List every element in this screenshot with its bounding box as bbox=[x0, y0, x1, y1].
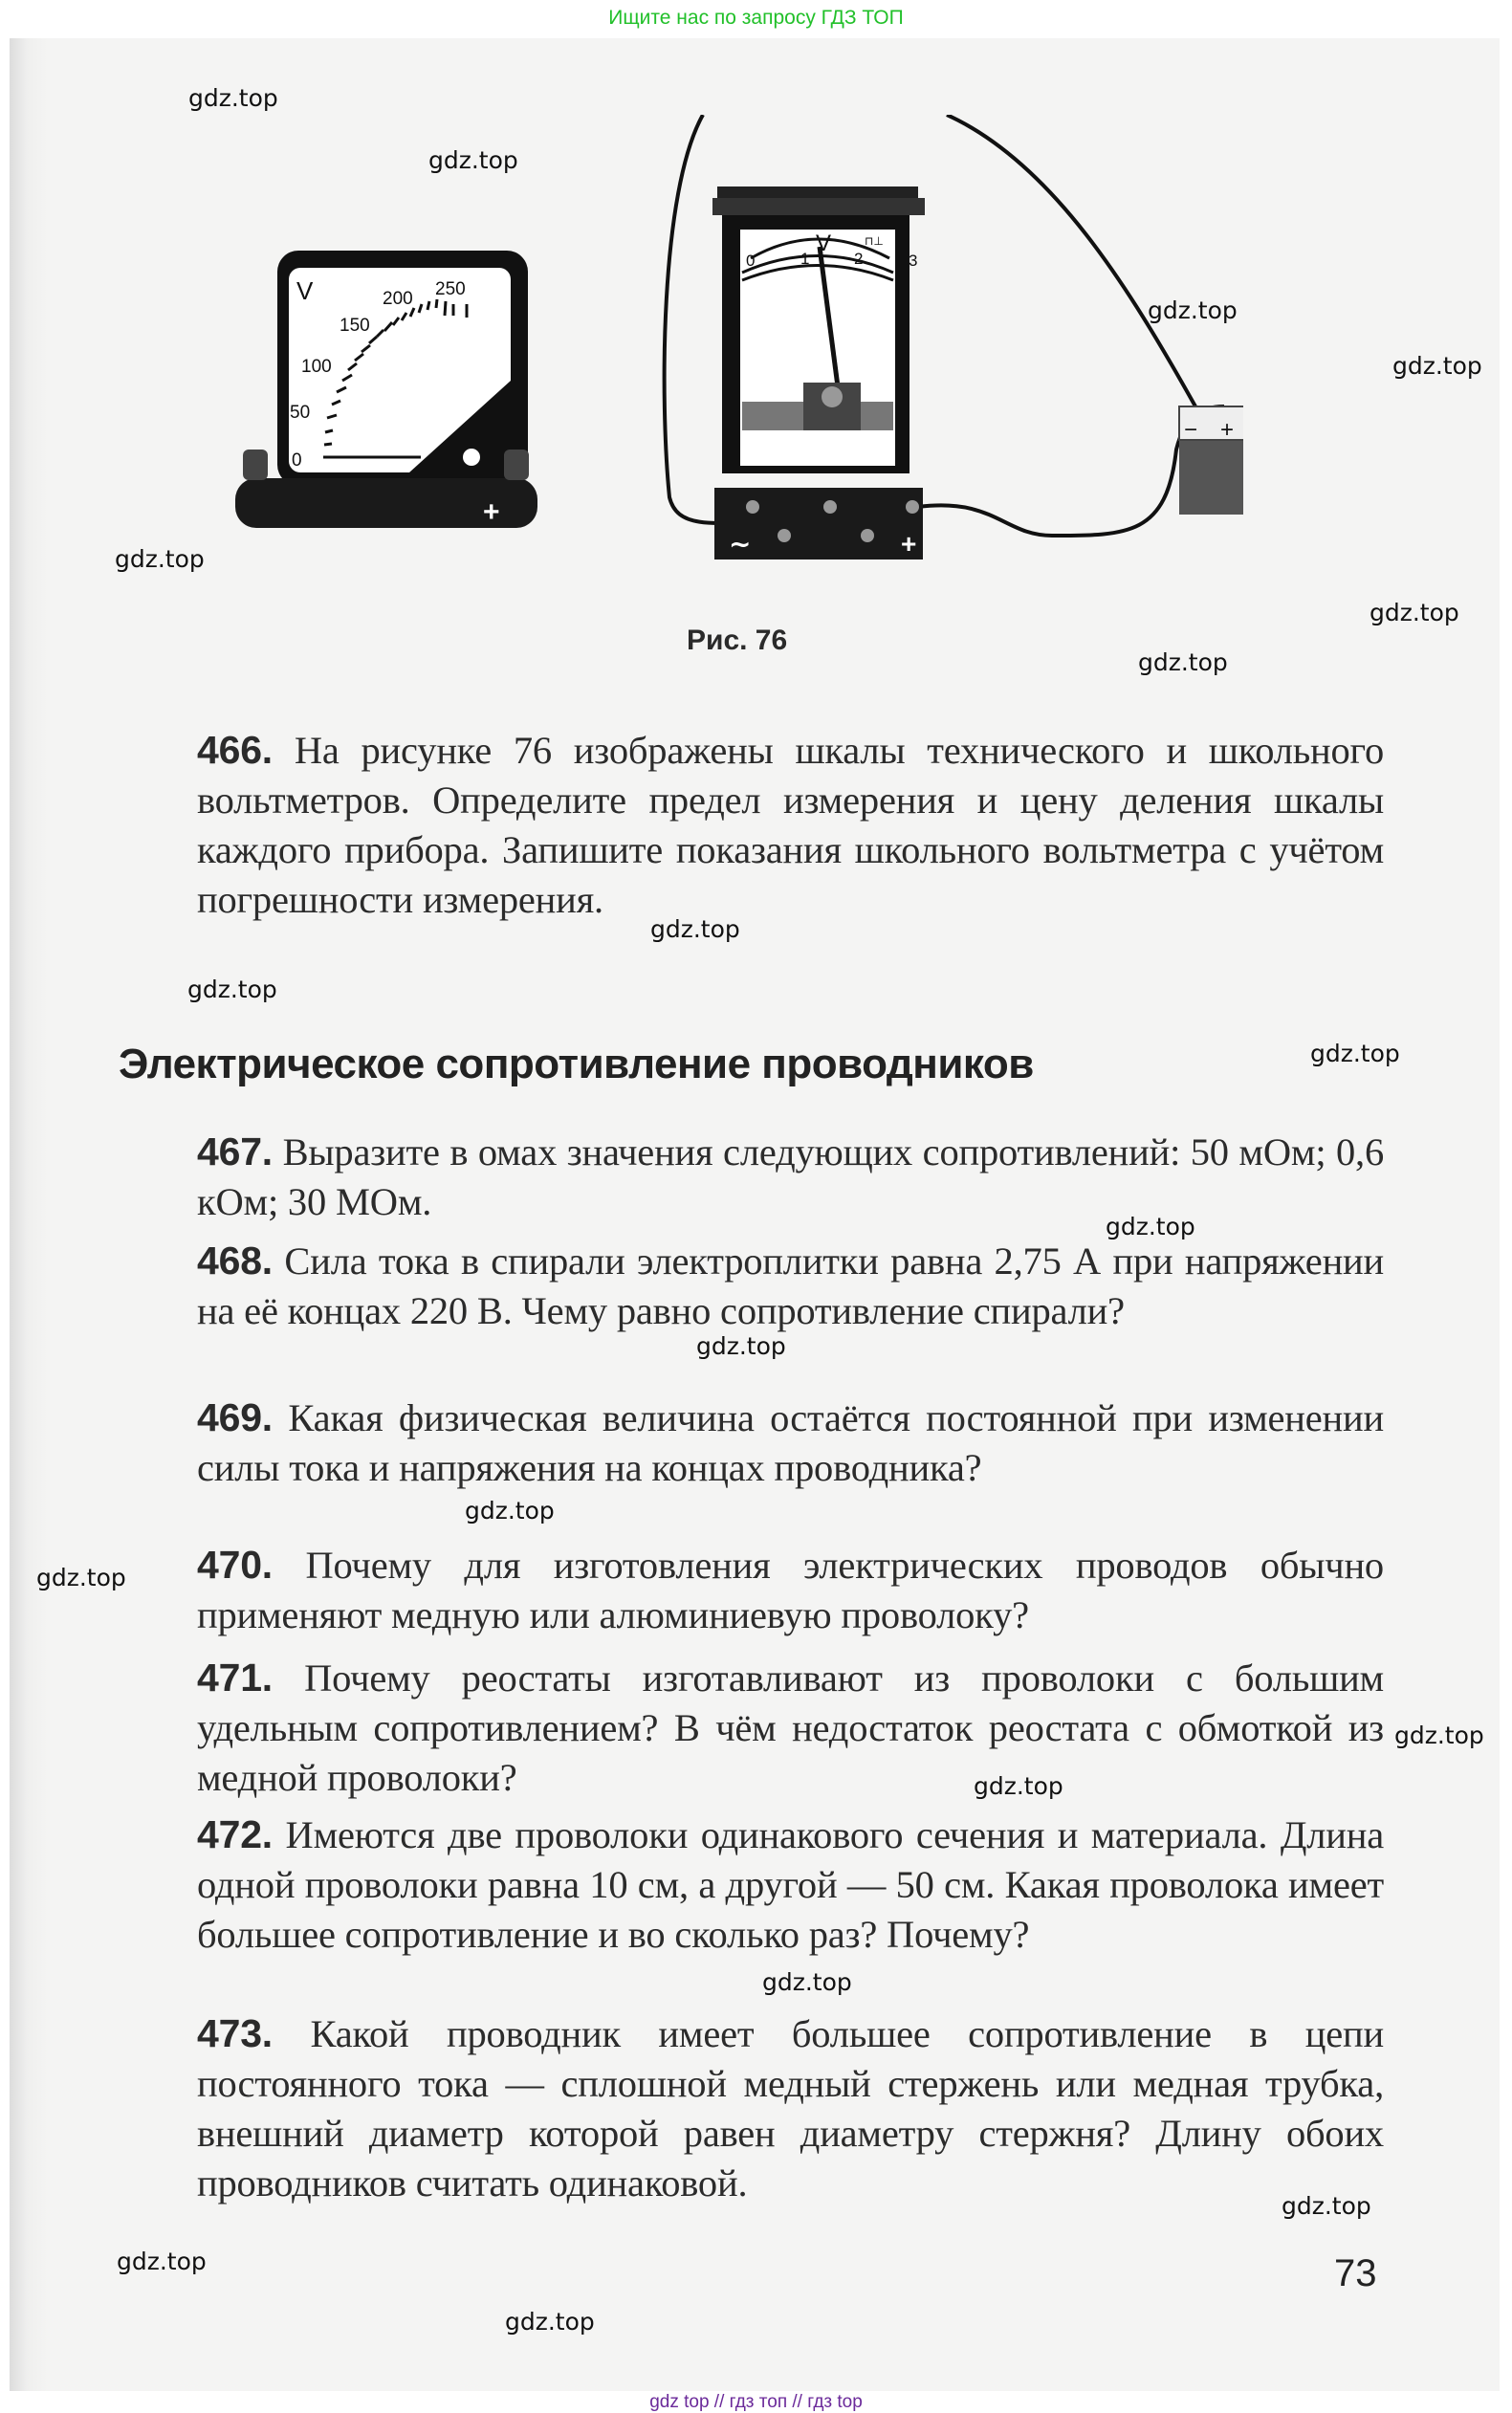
figure-76-voltmeters bbox=[191, 115, 1243, 612]
page-number: 73 bbox=[1334, 2252, 1377, 2294]
problem-473: 473. Какой проводник имеет большее сопротивление в цепи постоянного тока — сплошной медный стержень или медная трубка, внешний диаметр которой равен диаметру стержня? Длину обоих проводников считать одинаковой. bbox=[197, 2011, 1384, 2205]
svg-text:1: 1 bbox=[800, 250, 810, 268]
section-title: Электрическое сопротивление проводников bbox=[119, 1041, 1034, 1087]
watermark: gdz.top bbox=[1310, 1040, 1400, 1067]
watermark: gdz.top bbox=[696, 1332, 786, 1360]
watermark: gdz.top bbox=[117, 2248, 207, 2275]
watermark: gdz.top bbox=[187, 976, 277, 1003]
watermark: gdz.top bbox=[465, 1497, 555, 1525]
svg-text:+: + bbox=[1220, 417, 1235, 443]
watermark: gdz.top bbox=[1148, 296, 1238, 324]
watermark: gdz.top bbox=[1106, 1213, 1195, 1240]
svg-text:−: − bbox=[1184, 417, 1198, 443]
problem-467: 467. Выразите в омах значения следующих сопротивлений: 50 мОм; 0,6 кОм; 30 МОм. bbox=[197, 1130, 1384, 1223]
watermark: gdz.top bbox=[505, 2308, 595, 2336]
problem-468: 468. Сила тока в спирали электроплитки равна 2,75 А при напряжении на её концах 220 В. Чему равно сопротивление спирали? bbox=[197, 1239, 1384, 1332]
watermark: gdz.top bbox=[974, 1772, 1063, 1800]
svg-text:250: 250 bbox=[435, 279, 466, 299]
svg-text:200: 200 bbox=[383, 289, 413, 309]
watermark: gdz.top bbox=[650, 915, 740, 943]
watermark: gdz.top bbox=[36, 1564, 126, 1591]
watermark: gdz.top bbox=[1138, 648, 1228, 676]
watermark: gdz.top bbox=[115, 545, 205, 573]
svg-text:150: 150 bbox=[340, 316, 370, 336]
figure-caption: Рис. 76 bbox=[687, 625, 788, 656]
school-voltmeter bbox=[712, 186, 925, 559]
svg-text:2: 2 bbox=[854, 250, 864, 268]
watermark: gdz.top bbox=[1392, 352, 1482, 380]
problem-470: 470. Почему для изготовления электрических проводов обычно применяют медную или алюминиевую проволоку? bbox=[197, 1543, 1384, 1636]
problem-number: 466. bbox=[197, 728, 273, 772]
technical-voltmeter bbox=[235, 251, 537, 528]
watermark: gdz.top bbox=[1282, 2192, 1371, 2220]
svg-text:~: ~ bbox=[729, 528, 752, 559]
svg-text:0: 0 bbox=[292, 450, 302, 471]
problem-469: 469. Какая физическая величина остаётся постоянной при изменении силы тока и напряжения на концах проводника? bbox=[197, 1395, 1384, 1489]
battery bbox=[1179, 406, 1243, 515]
svg-text:+: + bbox=[483, 496, 500, 528]
watermark: gdz.top bbox=[1394, 1722, 1484, 1749]
watermark: gdz.top bbox=[428, 146, 518, 174]
school-unit-label: V bbox=[816, 230, 832, 256]
problem-471: 471. Почему реостаты изготавливают из проволоки с большим удельным сопротивлением? В чём недостаток реостата с обмоткой из медной проволоки? bbox=[197, 1656, 1384, 1799]
watermark: gdz.top bbox=[1370, 599, 1459, 626]
problem-466: 466. На рисунке 76 изображены шкалы технического и школьного вольтметров. Определите предел измерения и цену деления шкалы каждого прибора. Запишите показания школьного вольтметра с учётом погрешности измерения. bbox=[197, 728, 1384, 921]
technical-unit-label: V bbox=[296, 276, 314, 305]
svg-text:3: 3 bbox=[909, 252, 918, 270]
svg-text:0: 0 bbox=[746, 252, 756, 270]
svg-text:100: 100 bbox=[301, 357, 332, 377]
bottom-banner[interactable]: gdz top // гдз топ // гдз top bbox=[649, 2392, 863, 2412]
top-banner[interactable]: Ищите нас по запросу ГДЗ ТОП bbox=[608, 7, 904, 29]
svg-text:⊓⊥: ⊓⊥ bbox=[865, 234, 884, 248]
svg-text:50: 50 bbox=[290, 403, 311, 423]
problem-472: 472. Имеются две проволоки одинакового сечения и материала. Длина одной проволоки равна 10 см, а другой — 50 см. Какая проволока имеет большее сопротивление и во сколько раз? Почему? bbox=[197, 1812, 1384, 1956]
watermark: gdz.top bbox=[762, 1968, 852, 1996]
svg-text:+: + bbox=[901, 529, 917, 559]
watermark: gdz.top bbox=[188, 84, 278, 112]
